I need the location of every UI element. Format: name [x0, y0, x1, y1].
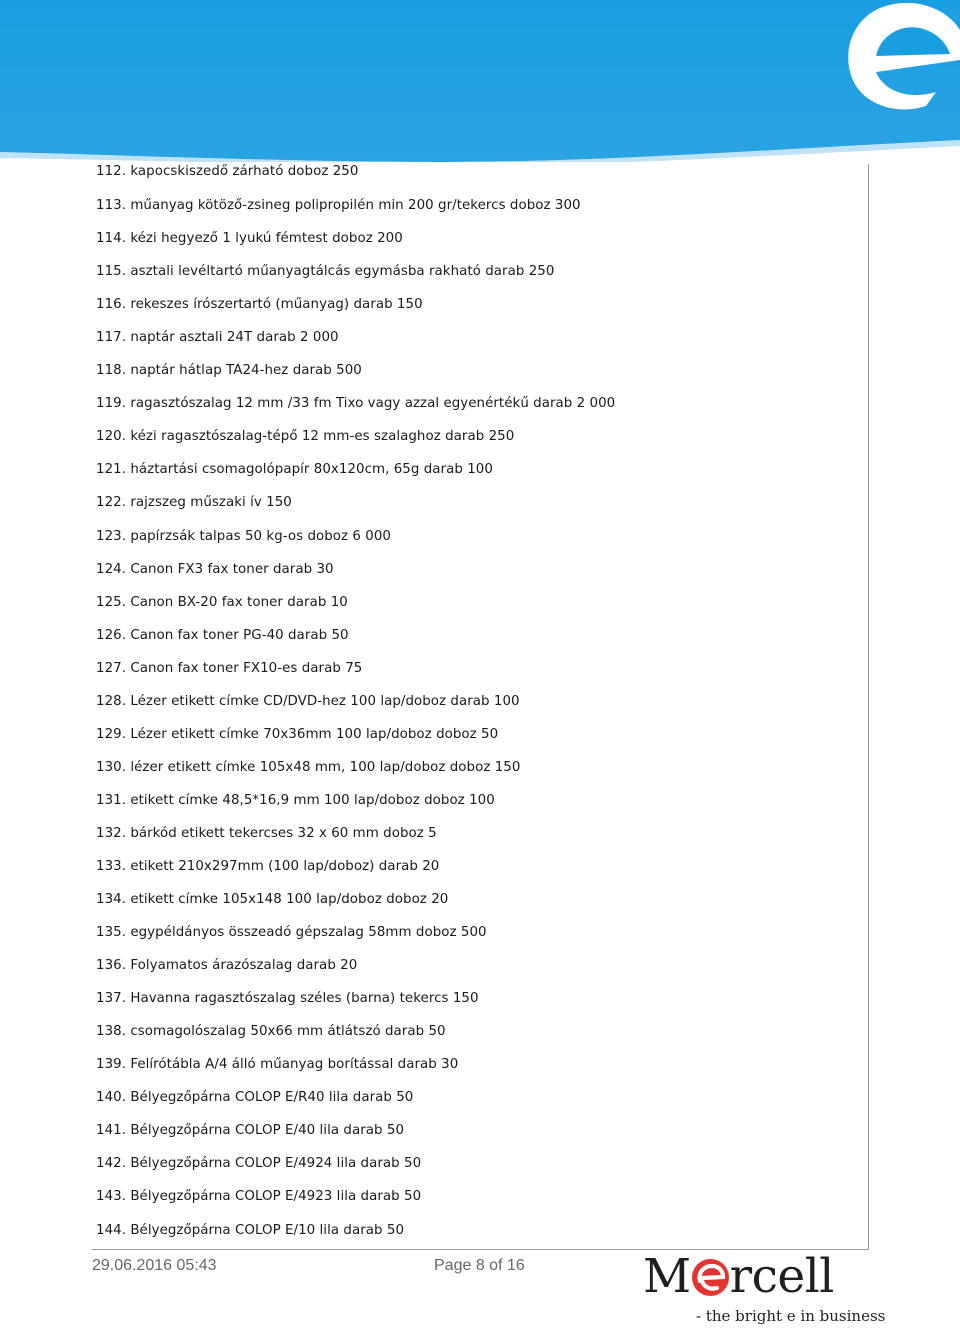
list-item: 136. Folyamatos árazószalag darab 20 [96, 958, 358, 974]
list-item: 137. Havanna ragasztószalag széles (barna) tekercs 150 [96, 991, 479, 1007]
list-item: 130. lézer etikett címke 105x48 mm, 100 lap/doboz doboz 150 [96, 759, 521, 775]
list-item: 127. Canon fax toner FX10-es darab 75 [96, 660, 363, 676]
list-item: 143. Bélyegzőpárna COLOP E/4923 lila darab 50 [96, 1189, 422, 1205]
brand-name [643, 1251, 834, 1303]
header-wave [0, 0, 960, 162]
list-item: 112. kapocskiszedő zárható doboz 250 [96, 164, 359, 179]
list-item: 129. Lézer etikett címke 70x36mm 100 lap/doboz doboz 50 [96, 726, 499, 742]
list-item: 121. háztartási csomagolópapír 80x120cm, 65g darab 100 [96, 462, 493, 478]
footer-date: 29.06.2016 05:43 [92, 1257, 217, 1274]
list-item: 119. ragasztószalag 12 mm /33 fm Tixo vagy azzal egyenértékű darab 2 000 [96, 396, 616, 412]
list-item: 125. Canon BX-20 fax toner darab 10 [96, 594, 348, 610]
list-item: 126. Canon fax toner PG-40 darab 50 [96, 627, 349, 643]
list-item: 122. rajzszeg műszaki ív 150 [96, 495, 292, 511]
list-item: 114. kézi hegyező 1 lyukú fémtest doboz 200 [96, 231, 403, 247]
brand-tagline: - the bright e in business [696, 1307, 886, 1325]
list-item: 131. etikett címke 48,5*16,9 mm 100 lap/doboz doboz 100 [96, 792, 495, 808]
item-list [96, 162, 856, 1253]
list-item: 113. műanyag kötöző-zsineg polipropilén min 200 gr/tekercs doboz 300 [96, 198, 581, 214]
brand-name-prefix: M [643, 1249, 691, 1304]
brand-name-suffix: rcell [729, 1249, 834, 1304]
brand-logo [643, 1249, 886, 1325]
page-indicator: Page 8 of 16 [434, 1257, 525, 1274]
list-item: 123. papírzsák talpas 50 kg-os doboz 6 000 [96, 528, 392, 544]
list-item: 133. etikett 210x297mm (100 lap/doboz) darab 20 [96, 858, 440, 874]
list-item: 124. Canon FX3 fax toner darab 30 [96, 561, 334, 577]
list-item: 139. Felírótábla A/4 álló műanyag borítással darab 30 [96, 1057, 459, 1073]
list-item: 135. egypéldányos összeadó gépszalag 58mm doboz 500 [96, 925, 487, 941]
list-item: 138. csomagolószalag 50x66 mm átlátszó darab 50 [96, 1024, 446, 1040]
list-item: 117. naptár asztali 24T darab 2 000 [96, 330, 339, 346]
header-banner [0, 0, 960, 162]
list-item: 144. Bélyegzőpárna COLOP E/10 lila darab 50 [96, 1222, 405, 1238]
list-item: 141. Bélyegzőpárna COLOP E/40 lila darab 50 [96, 1123, 405, 1139]
list-item: 116. rekeszes írószertartó (műanyag) darab 150 [96, 297, 423, 313]
list-item: 134. etikett címke 105x148 100 lap/doboz doboz 20 [96, 892, 449, 908]
frame-right-border [868, 164, 869, 1250]
list-item: 142. Bélyegzőpárna COLOP E/4924 lila darab 50 [96, 1156, 422, 1172]
list-item: 115. asztali levéltartó műanyagtálcás egymásba rakható darab 250 [96, 264, 555, 280]
list-item: 140. Bélyegzőpárna COLOP E/R40 lila darab 50 [96, 1090, 414, 1106]
list-item: 120. kézi ragasztószalag-tépő 12 mm-es szalaghoz darab 250 [96, 429, 515, 445]
list-item: 132. bárkód etikett tekercses 32 x 60 mm doboz 5 [96, 825, 437, 841]
red-e-logo-icon [692, 1259, 729, 1296]
list-item: 118. naptár hátlap TA24-hez darab 500 [96, 363, 362, 379]
list-item: 128. Lézer etikett címke CD/DVD-hez 100 lap/doboz darab 100 [96, 693, 520, 709]
